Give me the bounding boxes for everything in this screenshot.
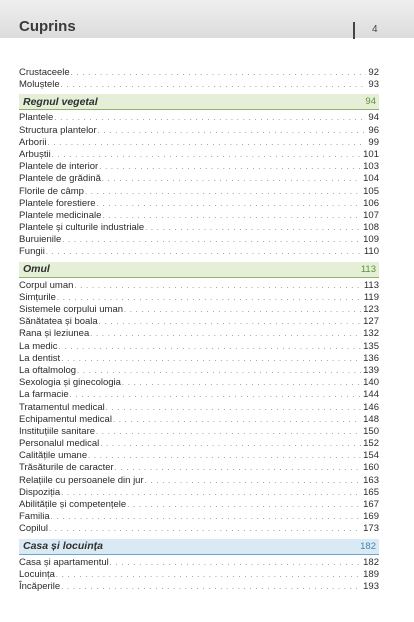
dot-leader [110, 558, 361, 570]
dot-leader [124, 305, 361, 317]
toc-entry[interactable] [19, 487, 379, 499]
section-page-number: 94 [365, 96, 376, 108]
entry-page-number: 150 [363, 425, 379, 437]
toc-entry[interactable] [19, 377, 379, 389]
toc-entry[interactable] [19, 523, 379, 535]
entry-title: Abilitățile și competențele [19, 499, 127, 510]
entry-title: Buruienile [19, 234, 62, 246]
dot-leader [54, 113, 366, 125]
entry-title: Dispoziția [19, 486, 61, 498]
toc-section-heading[interactable] [19, 262, 379, 278]
entry-title: Instituțiile sanitare [19, 425, 96, 437]
page-number: 4 [372, 24, 378, 35]
entry-title: Personalul medical [19, 438, 100, 450]
entry-page-number: 132 [363, 328, 379, 340]
entry-title: Sănătatea și boala [19, 316, 98, 328]
dot-leader [61, 80, 367, 92]
toc-entry[interactable] [19, 389, 379, 401]
dot-leader [90, 329, 361, 341]
dot-leader [98, 126, 367, 138]
entry-title: Sistemele corpului uman [19, 304, 124, 315]
entry-page-number: 163 [363, 474, 379, 486]
entry-title: Plantele [19, 112, 54, 124]
entry-title: Relațiile cu persoanele din jur [19, 474, 144, 486]
entry-title: La farmacie [19, 389, 69, 401]
toc-section-heading[interactable] [19, 94, 379, 110]
section-page-number: 182 [360, 540, 376, 552]
entry-title: Arbuștii [19, 148, 51, 160]
header-divider [353, 22, 355, 39]
entry-page-number: 146 [363, 401, 379, 413]
entry-page-number: 106 [363, 197, 379, 209]
entry-title: Copilul [19, 523, 49, 535]
dot-leader [96, 427, 361, 439]
toc-entry[interactable] [19, 137, 379, 149]
dot-leader [127, 500, 361, 512]
toc-section-heading[interactable] [19, 539, 379, 555]
dot-leader [46, 247, 362, 259]
toc-entry[interactable] [19, 198, 379, 210]
entry-page-number: 108 [363, 222, 379, 234]
entry-page-number: 169 [363, 511, 379, 523]
entry-title: Casa și apartamentul [19, 556, 109, 568]
toc-entry[interactable] [19, 246, 379, 258]
toc-entry[interactable] [19, 234, 379, 246]
toc-entry[interactable] [19, 125, 379, 137]
entry-page-number: 135 [363, 340, 379, 352]
toc-entry[interactable] [19, 341, 379, 353]
entry-page-number: 193 [363, 580, 379, 592]
entry-title: Trăsăturile de caracter [19, 462, 114, 474]
dot-leader [62, 235, 361, 247]
toc-entry[interactable] [19, 365, 379, 377]
dot-leader [61, 354, 361, 366]
entry-page-number: 136 [363, 352, 379, 364]
entry-title: Sexologia și ginecologia [19, 377, 121, 389]
dot-leader [100, 439, 361, 451]
toc-entry[interactable] [19, 414, 379, 426]
entry-page-number: 165 [363, 486, 379, 498]
entry-title: Plantele și culturile industriale [19, 222, 145, 234]
entry-title: Moluștele [19, 79, 60, 91]
entry-page-number: 92 [368, 67, 379, 78]
entry-title: Crustaceele [19, 67, 70, 78]
toc-entry[interactable] [19, 149, 379, 161]
entry-title: Arborii [19, 136, 47, 148]
entry-page-number: 94 [368, 112, 379, 124]
section-title: Omul [23, 263, 50, 276]
page-header [0, 0, 414, 38]
entry-title: Rana și leziunea [19, 328, 90, 340]
dot-leader [145, 223, 361, 235]
entry-page-number: 144 [363, 389, 379, 401]
dot-leader [51, 512, 362, 524]
entry-title: Structura plantelor [19, 124, 97, 136]
section-title: Regnul vegetal [23, 95, 98, 108]
entry-title: Plantele medicinale [19, 209, 102, 221]
entry-page-number: 119 [363, 291, 379, 303]
entry-page-number: 99 [368, 136, 379, 148]
entry-page-number: 96 [368, 124, 379, 136]
toc-entry[interactable] [19, 112, 379, 124]
dot-leader [106, 403, 361, 415]
entry-title: Încăperile [19, 580, 61, 592]
entry-page-number: 140 [363, 377, 379, 389]
dot-leader [74, 281, 361, 293]
dot-leader [99, 162, 361, 174]
entry-title: Calitățile umane [19, 450, 88, 462]
dot-leader [145, 476, 362, 488]
toc-entry[interactable] [19, 569, 379, 581]
entry-page-number: 93 [368, 79, 379, 91]
page-title: Cuprins [19, 18, 76, 35]
toc-entry[interactable] [19, 67, 379, 79]
entry-page-number: 189 [363, 568, 379, 580]
entry-title: Corpul uman [19, 279, 74, 291]
dot-leader [47, 138, 366, 150]
dot-leader [56, 570, 361, 582]
entry-page-number: 110 [363, 246, 379, 258]
entry-page-number: 139 [363, 364, 379, 376]
entry-title: Florile de câmp [19, 185, 84, 197]
entry-page-number: 109 [363, 234, 379, 246]
entry-title: La dentist [19, 352, 61, 364]
entry-title: Familia [19, 511, 50, 523]
entry-page-number: 167 [363, 499, 379, 510]
section-page-number: 113 [360, 263, 376, 275]
table-of-contents [19, 67, 379, 593]
entry-page-number: 152 [363, 438, 379, 450]
toc-entry[interactable] [19, 79, 379, 91]
entry-page-number: 104 [363, 173, 379, 185]
entry-title: Tratamentul medical [19, 401, 105, 413]
toc-entry[interactable] [19, 475, 379, 487]
dot-leader [88, 451, 361, 463]
dot-leader [85, 187, 361, 199]
toc-entry[interactable] [19, 316, 379, 328]
toc-entry[interactable] [19, 353, 379, 365]
toc-entry[interactable] [19, 438, 379, 450]
toc-entry[interactable] [19, 402, 379, 414]
entry-page-number: 154 [363, 450, 379, 462]
entry-title: Plantele de interior [19, 161, 99, 173]
entry-title: Locuința [19, 568, 55, 580]
section-title: Casa și locuința [23, 540, 103, 553]
toc-entry[interactable] [19, 328, 379, 340]
toc-entry[interactable] [19, 450, 379, 462]
dot-leader [115, 463, 361, 475]
dot-leader [70, 390, 362, 402]
entry-title: Fungii [19, 246, 45, 258]
entry-page-number: 148 [363, 413, 379, 425]
dot-leader [122, 378, 361, 390]
entry-page-number: 182 [363, 556, 379, 568]
dot-leader [71, 68, 367, 80]
entry-page-number: 103 [363, 161, 379, 173]
entry-page-number: 113 [363, 279, 379, 291]
entry-title: Plantele forestiere [19, 197, 96, 209]
entry-title: La medic [19, 340, 58, 352]
toc-entry[interactable] [19, 161, 379, 173]
entry-page-number: 105 [363, 185, 379, 197]
entry-title: Simțurile [19, 291, 56, 303]
entry-page-number: 173 [363, 523, 379, 535]
toc-entry[interactable] [19, 210, 379, 222]
toc-entry[interactable] [19, 426, 379, 438]
dot-leader [49, 524, 361, 536]
toc-entry[interactable] [19, 222, 379, 234]
dot-leader [61, 582, 361, 594]
toc-entry[interactable] [19, 292, 379, 304]
toc-entry[interactable] [19, 557, 379, 569]
entry-title: La oftalmolog [19, 364, 77, 376]
toc-entry[interactable] [19, 581, 379, 593]
entry-page-number: 127 [363, 316, 379, 328]
entry-title: Plantele de grădină [19, 173, 101, 185]
dot-leader [59, 342, 362, 354]
toc-entry[interactable] [19, 462, 379, 474]
dot-leader [97, 199, 362, 211]
toc-entry[interactable] [19, 173, 379, 185]
entry-title: Echipamentul medical [19, 413, 112, 425]
entry-page-number: 107 [363, 209, 379, 221]
entry-page-number: 101 [363, 148, 379, 160]
toc-entry[interactable] [19, 499, 379, 511]
toc-entry[interactable] [19, 511, 379, 523]
entry-page-number: 123 [363, 304, 379, 315]
toc-entry[interactable] [19, 186, 379, 198]
dot-leader [102, 174, 361, 186]
entry-page-number: 160 [363, 462, 379, 474]
dot-leader [113, 415, 361, 427]
toc-entry[interactable] [19, 280, 379, 292]
toc-entry[interactable] [19, 304, 379, 316]
dot-leader [99, 317, 361, 329]
